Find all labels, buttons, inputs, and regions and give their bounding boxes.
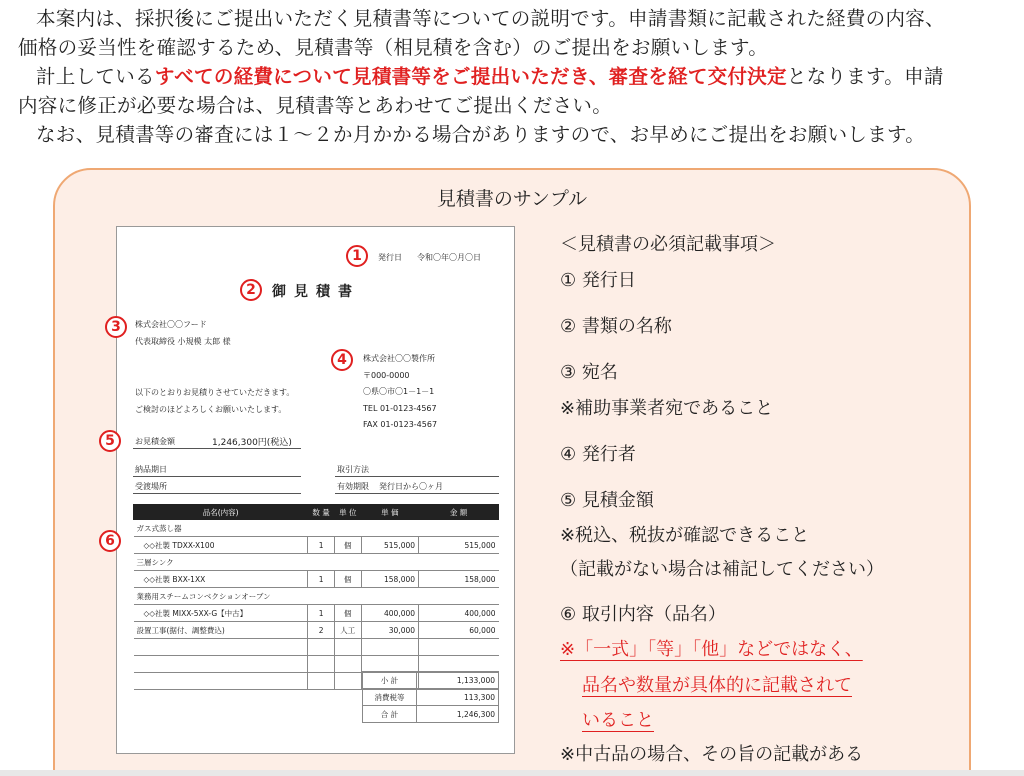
issuer-postal: 〒000-0000 [363,371,410,380]
req-note-5a: ※税込、税抜が確認できること [560,525,810,546]
total-label: 合 計 [363,706,417,723]
req-item-3: ③ 宛名 [560,362,618,383]
issuer-address: 〇県〇市〇1－1－1 [363,387,435,396]
req-note-6b: 品名や数量が具体的に記載されて [582,675,852,696]
total-value: 1,246,300 [417,706,499,723]
issuer-tel: TEL 01-0123-4567 [363,404,437,413]
subtotal-label: 小 計 [363,672,417,689]
req-note-5b: （記載がない場合は補記してください） [560,559,884,580]
row-amount: 515,000 [419,537,499,554]
validity-value: 発行日から〇ヶ月 [379,482,443,491]
marker-5: 5 [99,430,121,452]
totals-row [363,672,499,689]
row-price: 30,000 [361,622,418,639]
greeting-1: 以下のとおりお見積りさせていただきます。 [135,388,295,397]
row-qty: 1 [308,571,335,588]
intro-line-1: 本案内は、採択後にご提出いただく見積書等についての説明です。申請書類に記載された経費の内容、 [36,7,945,30]
header-item-name: 品名(内容) [134,505,308,520]
req-item-1: ① 発行日 [560,270,636,291]
delivery-place-label: 受渡場所 [135,482,167,491]
intro-emphasis: すべての経費について見積書等をご提出いただき、審査を経て交付決定 [154,65,787,88]
row-name [134,673,308,690]
table-row [134,537,499,554]
row-name: ガス式蒸し器 [134,520,499,537]
document-title: 御見積書 [272,284,360,300]
req-item-2: ② 書類の名称 [560,316,672,337]
header-qty: 数 量 [308,505,335,520]
intro-line-3 [18,62,1014,91]
row-name: ◇◇社製 MIXX-5XX-G【中古】 [134,605,308,622]
row-unit: 人工 [334,622,361,639]
greeting-2: ご検討のほどよろしくお願いいたします。 [135,405,287,414]
row-amount: 60,000 [419,622,499,639]
subtotal-value: 1,133,000 [417,672,499,689]
row-unit: 個 [334,537,361,554]
intro-text [18,4,1014,149]
table-row [134,554,499,571]
row-amount: 158,000 [419,571,499,588]
validity-label: 有効期限 [337,482,369,491]
intro-line-3-pre: 計上している [36,65,155,88]
tax-value: 113,300 [417,689,499,706]
tax-label: 消費税等 [363,689,417,706]
row-unit: 個 [334,605,361,622]
req-item-4: ④ 発行者 [560,444,636,465]
req-note-6d: ※中古品の場合、その旨の記載がある [560,744,864,765]
table-row [134,622,499,639]
row-qty: 2 [308,622,335,639]
table-row [134,605,499,622]
delivery-date-label: 納品期日 [135,465,167,474]
delivery-place-underline [133,493,301,494]
payment-underline [335,476,499,477]
table-row [134,588,499,605]
table-row [134,639,499,656]
row-name: ◇◇社製 TDXX-X100 [134,537,308,554]
row-name: 三層シンク [134,554,499,571]
issue-date-value: 令和〇年〇月〇日 [417,253,481,262]
row-price: 158,000 [361,571,418,588]
amount-value: 1,246,300円(税込) [212,438,292,448]
row-name: 設置工事(据付、調整費込) [134,622,308,639]
header-unit-price: 単 価 [361,505,418,520]
row-amount: 400,000 [419,605,499,622]
row-name: 業務用スチームコンベクションオーブン [134,588,499,605]
row-unit: 個 [334,571,361,588]
recipient-person: 代表取締役 小規模 太郎 様 [135,337,231,346]
marker-1: 1 [346,245,368,267]
panel-title: 見積書のサンプル [436,188,588,210]
intro-line-3-post: となります。申請 [786,65,944,88]
row-qty: 1 [308,537,335,554]
requirements-heading: ＜見積書の必須記載事項＞ [560,234,776,255]
row-name [134,639,308,656]
estimate-sample-document [105,226,515,754]
recipient-company: 株式会社〇〇フード [135,320,207,329]
marker-6: 6 [99,530,121,552]
row-price: 400,000 [361,605,418,622]
row-qty: 1 [308,605,335,622]
row-name [134,656,308,673]
totals-table [362,671,499,723]
req-note-3: ※補助事業者宛であること [560,398,774,419]
table-row [134,656,499,673]
marker-4: 4 [331,349,353,371]
intro-line-2: 価格の妥当性を確認するため、見積書等（相見積を含む）のご提出をお願いします。 [18,36,769,59]
table-row [134,571,499,588]
issuer-fax: FAX 01-0123-4567 [363,420,438,429]
req-item-5: ⑤ 見積金額 [560,490,654,511]
issue-date-label: 発行日 [378,253,402,262]
marker-3: 3 [105,316,127,338]
items-header-row [134,505,499,520]
delivery-date-underline [133,476,301,477]
validity-underline [335,493,499,494]
header-amount: 金 額 [419,505,499,520]
issuer-company: 株式会社〇〇製作所 [363,354,435,363]
table-row [134,520,499,537]
marker-2: 2 [240,279,262,301]
row-name: ◇◇社製 BXX-1XX [134,571,308,588]
bottom-divider [0,770,1024,776]
row-price: 515,000 [361,537,418,554]
req-note-6c: いること [582,710,654,731]
header-unit: 単 位 [334,505,361,520]
totals-row [363,706,499,723]
req-item-6: ⑥ 取引内容（品名） [560,604,726,625]
req-note-6a: ※「一式」「等」「他」などではなく、 [560,639,863,660]
amount-underline [133,448,301,449]
payment-label: 取引方法 [337,465,369,474]
items-table [133,504,499,690]
amount-label: お見積金額 [135,437,175,446]
intro-line-5: なお、見積書等の審査には１～２か月かかる場合がありますので、お早めにご提出をお願いします。 [36,123,926,146]
intro-line-4: 内容に修正が必要な場合は、見積書等とあわせてご提出ください。 [18,94,613,117]
totals-row [363,689,499,706]
